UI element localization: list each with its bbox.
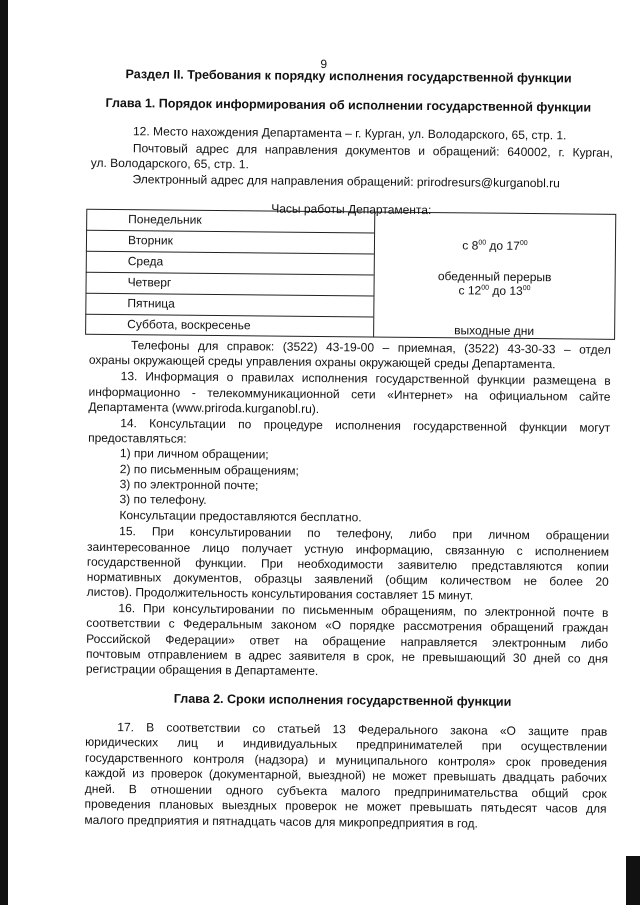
chapter-2-title: Глава 2. Сроки исполнения государственной функции [173, 691, 512, 709]
phones-line-2: охраны окружающей среды управления охраны окружающей среды Департамента. [88, 352, 556, 372]
p16-line-4: почтовым отправлением в адрес заявителя в срок, не превышающий 30 дней со дня [85, 646, 609, 666]
p13-line-2: информационно - телекоммуникационной сети «Интернет» на официальном сайте [88, 384, 611, 404]
p16-line-5: регистрации обращения в Департаменте. [85, 661, 319, 678]
p13-line-3: Департамента (www.priroda.kurganobl.ru). [88, 399, 320, 416]
p17-line-5: дней. В отношении одного субъекта малого предпринимательства общий срок [84, 781, 607, 801]
p12-line-2: Почтовый адрес для направления документов и обращений: 640002, г. Курган, [132, 141, 613, 160]
phones-line-1: Телефоны для справок: (3522) 43-19-00 – приемная, (3522) 43-30-33 – отдел [130, 338, 612, 357]
p17-line-7: малого предприятия и пятнадцать часов для микропредприятия в год. [84, 812, 478, 831]
p15-line-3: государственной функции. При необходимости заявителю представляются копии [86, 554, 609, 574]
p17-line-6: проведения плановых выездных проверок не может превышать пятьдесят часов для [84, 796, 607, 816]
p12-line-3: ул. Володарского, 65, стр. 1. [90, 155, 249, 172]
work-hours: с $8^{00}$ до $17^{00}$ [462, 238, 528, 253]
chapter-1-title: Глава 1. Порядок информирования об исполнении государственной функции [105, 95, 592, 115]
day-label: Понедельник [128, 212, 202, 227]
p15-line-1: 15. При консультировании по телефону, либо при личном обращении [119, 524, 610, 543]
day-label: Пятница [127, 296, 175, 311]
day-label: Четверг [127, 275, 172, 290]
p12-line-1: 12. Место нахождения Департамента – г. Курган, ул. Володарского, 65, стр. 1. [132, 124, 567, 143]
p17-line-2: юридических лиц и индивидуальных предпринимателей при осуществлении [85, 734, 608, 754]
p12-email-line: Электронный адрес для направления обращений: prirodresurs@kurganobl.ru [132, 172, 560, 191]
p16-line-2: соответствии с Федеральным законом «О порядке рассмотрения обращений граждан [86, 615, 609, 635]
weekend-label: выходные дни [454, 323, 535, 339]
hours-table-caption: Часы работы Департамента: [271, 201, 432, 218]
list-item: 3) по электронной почте; [119, 477, 259, 493]
page-number: 9 [320, 56, 328, 72]
p15-line-5: листов). Продолжительность консультирования составляет 15 минут. [86, 584, 474, 603]
p16-line-3: Российской Федерации» ответ на обращение направляется электронным либо [86, 631, 609, 651]
p14-line-2: предоставляться: [88, 430, 187, 446]
section-title: Раздел II. Требования к порядку исполнения государственной функции [125, 67, 572, 86]
hours-table [85, 203, 616, 340]
p13-line-1: 13. Информация о правилах исполнения государственной функции размещена в [120, 369, 611, 388]
p17-line-4: каждой из проверок (документарной, выездной) не может превышать двадцать рабочих [84, 765, 607, 785]
day-label: Вторник [127, 233, 173, 248]
p14-line-1: 14. Консультации по процедуре исполнения государственной функции могут [120, 416, 611, 435]
p16-line-1: 16. При консультировании по письменным обращениям, по электронной почте в [118, 601, 609, 620]
list-item: 3) по телефону. [119, 492, 207, 507]
day-label: Среда [127, 254, 164, 269]
lunch-hours: с $12^{00}$ до $13^{00}$ [458, 283, 531, 298]
p15-line-2: заинтересованное лицо получает устную информацию, связанную с исполнением [86, 539, 610, 559]
day-label: Суббота, воскресенье [127, 317, 251, 333]
lunch-label: обеденный перерыв [437, 269, 552, 285]
p17-line-1: 17. В соответствии со статьей 13 Федерального закона «О защите прав [117, 720, 608, 739]
list-item: 2) по письменным обращениям; [119, 462, 299, 478]
p17-line-3: государственного контроля (надзора) и муниципального контроля» срок проведения [84, 750, 608, 770]
list-item: 1) при личном обращении; [119, 446, 269, 462]
free-consultation: Консультации предоставляются бесплатно. [119, 508, 362, 525]
day-row [85, 314, 373, 338]
p15-line-4: нормативных документов, образцы заявлений (общим количеством не более 20 [86, 569, 609, 589]
